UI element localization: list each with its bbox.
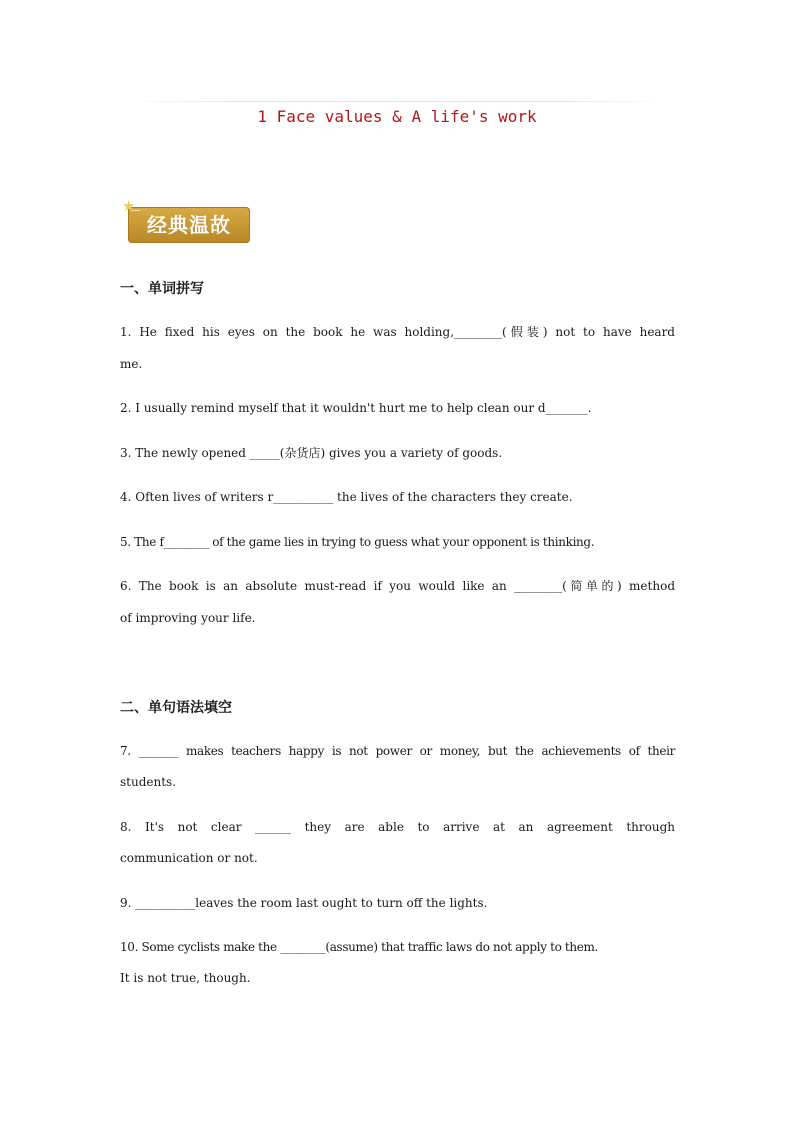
page-title: 1 Face values & A life's work xyxy=(257,107,537,126)
question-8-line-2: communication or not. xyxy=(120,851,258,865)
question-3: 3. The newly opened _____(杂货店) gives you a variety of goods. xyxy=(120,446,503,460)
question-1-line-2: me. xyxy=(120,357,143,371)
question-5: 5. The f________ of the game lies in trying to guess what your opponent is thinking. xyxy=(120,535,595,549)
question-7-line-1: 7. _______ makes teachers happy is not power or money, but the achievements of their xyxy=(120,744,675,758)
section-heading-grammar-fill: 二、单句语法填空 xyxy=(120,700,232,716)
star-icon: ★ xyxy=(122,197,136,215)
question-6-line-2: of improving your life. xyxy=(120,611,256,625)
question-2: 2. I usually remind myself that it wouldn't hurt me to help clean our d_______. xyxy=(120,401,592,415)
section-heading-word-spelling: 一、单词拼写 xyxy=(120,281,204,297)
question-4: 4. Often lives of writers r__________ the lives of the characters they create. xyxy=(120,490,573,504)
question-10-line-1: 10. Some cyclists make the ________(assume) that traffic laws do not apply to them. xyxy=(120,940,598,954)
question-8-line-1: 8. It's not clear ______ they are able to arrive at an agreement through xyxy=(120,820,675,834)
question-1-line-1: 1. He fixed his eyes on the book he was holding,________(假装) not to have heard xyxy=(120,325,675,339)
badge-label: 经典温故 xyxy=(147,213,231,237)
section-badge xyxy=(128,207,250,243)
question-9: 9. __________leaves the room last ought to turn off the lights. xyxy=(120,896,488,910)
question-6-line-1: 6. The book is an absolute must-read if you would like an ________(简单的) method xyxy=(120,579,675,593)
question-7-line-2: students. xyxy=(120,775,177,789)
question-10-line-2: It is not true, though. xyxy=(120,971,251,985)
header-rule xyxy=(128,101,666,102)
